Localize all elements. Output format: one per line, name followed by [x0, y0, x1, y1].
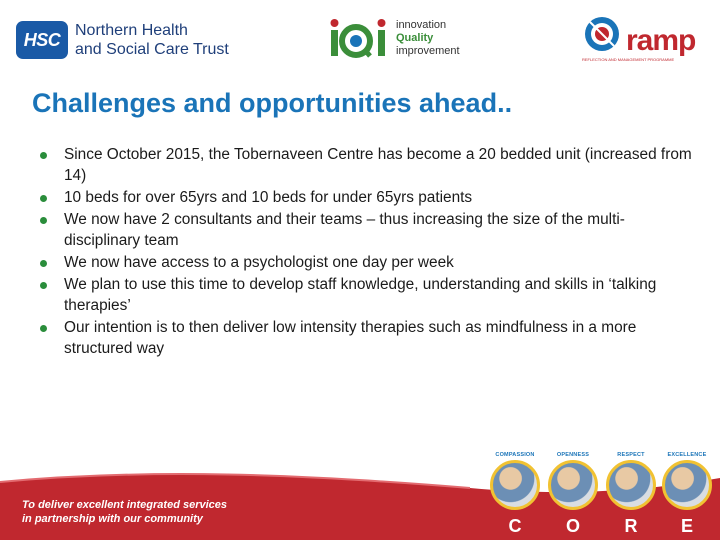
bullet-text: We now have 2 consultants and their teams – thus increasing the size of the multi-disciplinary team: [64, 211, 625, 249]
bullet-item: [40, 144, 700, 186]
slide-header: [0, 0, 720, 80]
bullet-dot-icon: [40, 260, 47, 267]
hsc-trust-name: [75, 21, 229, 59]
iqi-line1: innovation: [396, 18, 447, 31]
bullet-text: Our intention is to then deliver low intensity therapies such as mindfulness in a more structured way: [64, 319, 637, 357]
bullet-dot-icon: [40, 217, 47, 224]
bullet-dot-icon: [40, 325, 47, 332]
bullet-dot-icon: [40, 195, 47, 202]
hsc-name-line2: and Social Care Trust: [75, 41, 229, 58]
value-photo: [490, 460, 540, 510]
hsc-badge: HSC: [16, 21, 68, 59]
value-photo: [548, 460, 598, 510]
ramp-emblem-icon: [582, 14, 626, 58]
iqi-line3: improvement: [396, 44, 460, 57]
bullet-text: We now have access to a psychologist one day per week: [64, 254, 454, 271]
ramp-wordmark: ramp: [626, 24, 696, 57]
value-letter: R: [624, 516, 638, 536]
value-photo: [662, 460, 712, 510]
value-name: OPENNESS: [556, 452, 590, 458]
value-excellence: [660, 452, 714, 537]
bullet-item: [40, 187, 700, 208]
bullet-item: [40, 274, 700, 316]
iqi-line2: Quality: [396, 31, 434, 44]
bullet-text: Since October 2015, the Tobernaveen Centre has become a 20 bedded unit (increased from 14): [64, 146, 692, 184]
bullet-dot-icon: [40, 282, 47, 289]
hsc-trust-logo: [16, 21, 229, 59]
bullet-text: 10 beds for over 65yrs and 10 beds for under 65yrs patients: [64, 189, 473, 206]
value-letter: O: [565, 516, 580, 536]
bullet-item: [40, 317, 700, 359]
bullet-item: [40, 252, 700, 273]
bullet-text: We plan to use this time to develop staff knowledge, understanding and skills in ‘talking therapies’: [64, 276, 657, 314]
bullet-item: [40, 209, 700, 251]
value-name: RESPECT: [617, 452, 645, 458]
mission-statement: [22, 498, 227, 526]
bullet-dot-icon: [40, 152, 47, 159]
slide-title: Challenges and opportunities ahead..: [32, 88, 513, 118]
value-letter: C: [508, 516, 522, 536]
value-name: COMPASSION: [495, 452, 535, 458]
core-values: [488, 452, 716, 538]
value-openness: [546, 452, 600, 537]
ramp-logo: [582, 14, 712, 66]
iqi-mark-icon: [328, 16, 392, 60]
bullet-list: [40, 144, 700, 360]
value-respect: [604, 452, 658, 537]
mission-line1: To deliver excellent integrated services: [22, 499, 228, 511]
value-name: EXCELLENCE: [667, 452, 707, 458]
value-letter: E: [680, 516, 693, 536]
ramp-tagline: REFLECTION AND MANAGEMENT PROGRAMME: [582, 57, 675, 62]
mission-line2: in partnership with our community: [22, 513, 203, 525]
value-photo: [606, 460, 656, 510]
hsc-name-line1: Northern Health: [75, 22, 188, 39]
iqi-text: [396, 19, 460, 58]
slide-footer: [0, 448, 720, 540]
iqi-logo: [328, 16, 460, 60]
value-compassion: [488, 452, 542, 537]
